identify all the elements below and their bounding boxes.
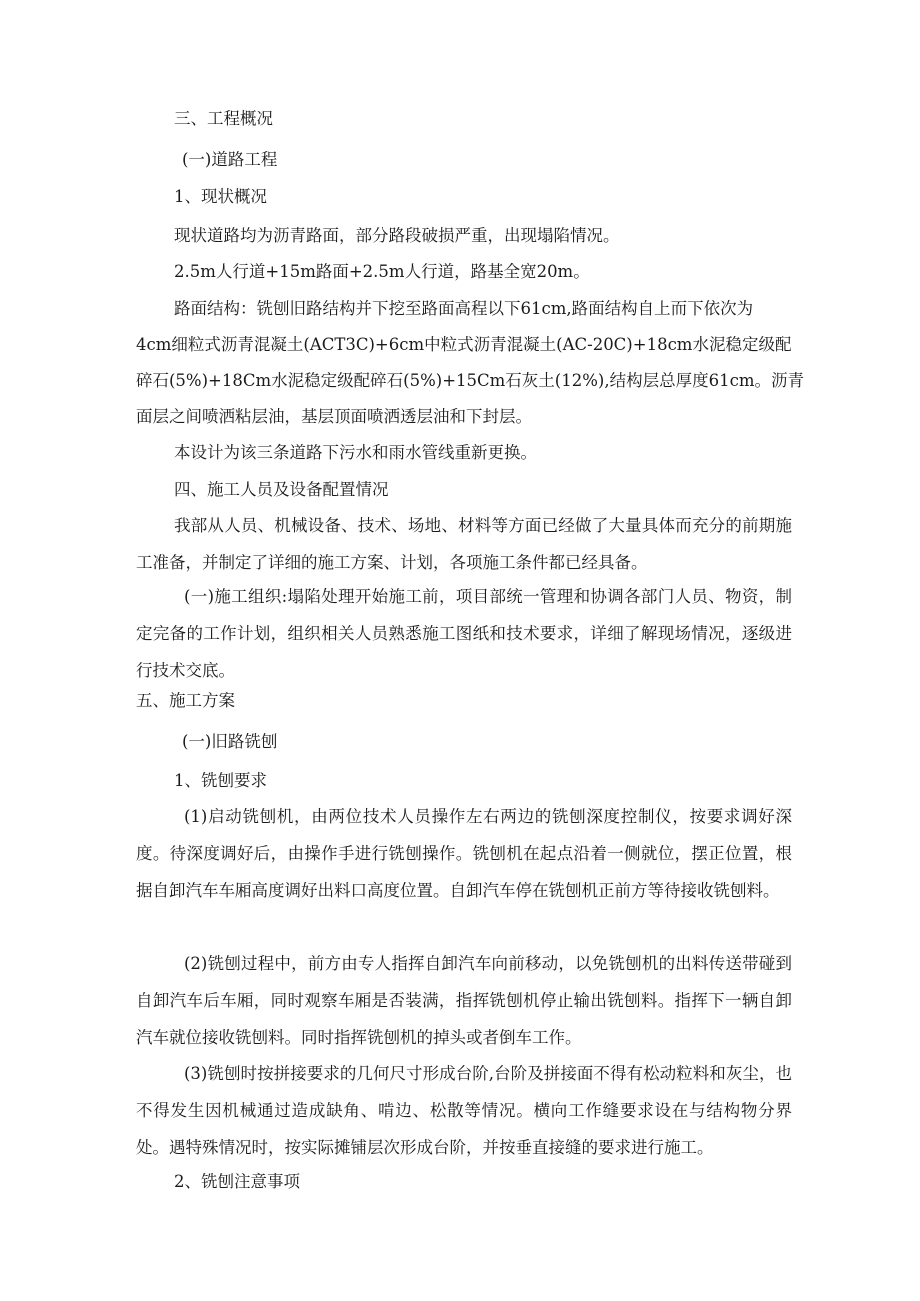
section-5-paragraph-1: (1)启动铣刨机，由两位技术人员操作左右两边的铣刨深度控制仪，按要求调好深度。待深度调好后，由操作手进行铣刨操作。铣刨机在起点沿着一侧就位，摆正位置，根据自卸汽车车厢高度调好出料口高度位置。自卸汽车停在铣刨机正前方等待接收铣刨料。 (136, 807, 792, 900)
section-4-heading: 四、施工人员及设备配置情况 (174, 480, 389, 499)
section-3-heading: 三、工程概况 (174, 109, 273, 128)
section-5-item-milling-notes: 2、铣刨注意事项 (174, 1172, 300, 1191)
section-3-paragraph-3-line-4: 面层之间喷洒粘层油，基层顶面喷洒透层油和下封层。 (136, 407, 532, 426)
section-4-paragraph-2: (一)施工组织:塌陷处理开始施工前，项目部统一管理和协调各部门人员、物资，制定完备的工作计划，组织相关人员熟悉施工图纸和技术要求，详细了解现场情况，逐级进行技术交底。 (136, 587, 792, 680)
section-3-paragraph-3-line-3: 碎石(5%)+18Cm水泥稳定级配碎石(5%)+15Cm石灰土(12%),结构层总厚度61cm。沥青 (136, 371, 804, 390)
section-3-paragraph-2: 2.5m人行道+15m路面+2.5m人行道，路基全宽20m。 (174, 262, 590, 281)
section-5-heading: 五、施工方案 (136, 691, 235, 710)
section-3-item-current-status: 1、现状概况 (174, 187, 267, 206)
section-3-paragraph-4: 本设计为该三条道路下污水和雨水管线重新更换。 (174, 443, 537, 462)
section-5-paragraph-2: (2)铣刨过程中，前方由专人指挥自卸汽车向前移动，以免铣刨机的出料传送带碰到自卸汽车后车厢，同时观察车厢是否装满，指挥铣刨机停止输出铣刨料。指挥下一辆自卸汽车就位接收铣刨料。同时指挥铣刨机的掉头或者倒车工作。 (136, 954, 792, 1047)
section-4-paragraph-1: 我部从人员、机械设备、技术、场地、材料等方面已经做了大量具体而充分的前期施工准备，并制定了详细的施工方案、计划，各项施工条件都已经具备。 (136, 516, 792, 572)
section-5-item-milling-requirements: 1、铣刨要求 (174, 771, 267, 790)
section-3-paragraph-1: 现状道路均为沥青路面，部分路段破损严重，出现塌陷情况。 (174, 226, 620, 245)
section-3-subheading-road: (一)道路工程 (182, 150, 278, 169)
section-3-paragraph-3-line-2: 4cm细粒式沥青混凝土(ACT3C)+6cm中粒式沥青混凝土(AC-20C)+18cm水泥稳定级配 (136, 335, 792, 354)
section-5-paragraph-3: (3)铣刨时按拼接要求的几何尺寸形成台阶,台阶及拼接面不得有松动粒料和灰尘，也不得发生因机械通过造成缺角、啃边、松散等情况。横向工作缝要求设在与结构物分界处。遇特殊情况时，按实际摊铺层次形成台阶，并按垂直接缝的要求进行施工。 (136, 1064, 792, 1157)
section-3-paragraph-3-line-1: 路面结构：铣刨旧路结构并下挖至路面高程以下61cm,路面结构自上而下依次为 (174, 299, 754, 318)
section-5-subheading-milling: (一)旧路铣刨 (182, 732, 278, 751)
